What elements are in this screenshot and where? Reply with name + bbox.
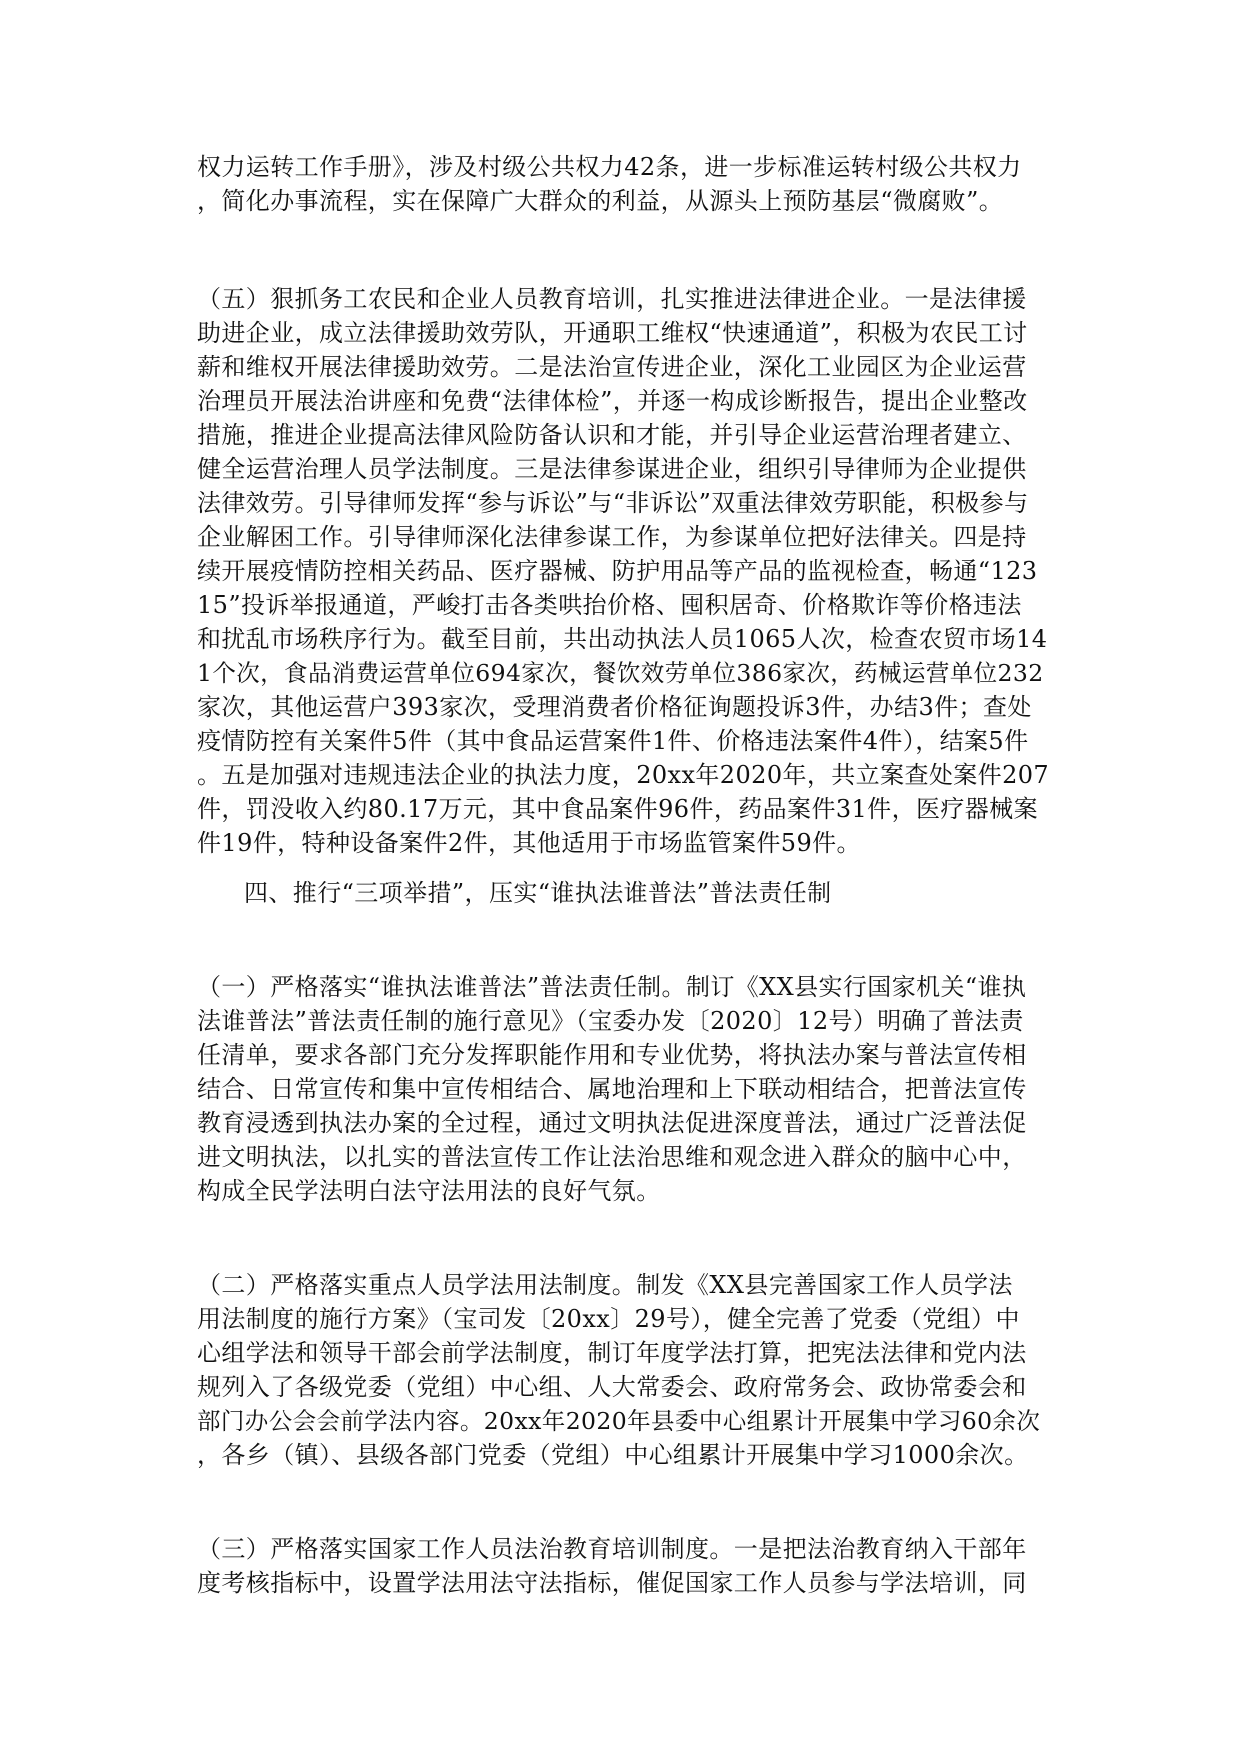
paragraph-line: 进文明执法，以扎实的普法宣传工作让法治思维和观念进入群众的脑中心中， (197, 1143, 1027, 1171)
paragraph-line: 。五是加强对违规违法企业的执法力度，20xx年2020年，共立案查处案件207 (197, 761, 1050, 789)
paragraph-line: 心组学法和领导干部会前学法制度，制订年度学法打算，把宪法法律和党内法 (197, 1339, 1027, 1367)
paragraph-line: 家次，其他运营户393家次，受理消费者价格征询题投诉3件，办结3件；查处 (197, 693, 1032, 721)
paragraph-line: ，各乡（镇）、县级各部门党委（党组）中心组累计开展集中学习1000余次。 (197, 1441, 1029, 1469)
paragraph-line: 企业解困工作。引导律师深化法律参谋工作，为参谋单位把好法律关。四是持 (197, 523, 1027, 551)
paragraph-line: 任清单，要求各部门充分发挥职能作用和专业优势，将执法办案与普法宣传相 (197, 1041, 1027, 1069)
paragraph-line: 法谁普法”普法责任制的施行意见》（宝委办发〔2020〕12号）明确了普法责 (197, 1007, 1024, 1035)
paragraph-line: 结合、日常宣传和集中宣传相结合、属地治理和上下联动相结合，把普法宣传 (197, 1075, 1027, 1103)
paragraph-line: （一）严格落实“谁执法谁普法”普法责任制。制订《XX县实行国家机关“谁执 (197, 973, 1027, 1001)
paragraph-line: 15”投诉举报通道，严峻打击各类哄抬价格、囤积居奇、价格欺诈等价格违法 (197, 591, 1022, 619)
paragraph-line: 权力运转工作手册》，涉及村级公共权力42条，进一步标准运转村级公共权力 (197, 153, 1022, 181)
paragraph-line: 助进企业，成立法律援助效劳队，开通职工维权“快速通道”，积极为农民工讨 (197, 319, 1028, 347)
paragraph-line: 疫情防控有关案件5件（其中食品运营案件1件、价格违法案件4件），结案5件 (197, 727, 1029, 755)
paragraph-line: 教育浸透到执法办案的全过程，通过文明执法促进深度普法，通过广泛普法促 (197, 1109, 1027, 1137)
paragraph-line: 部门办公会会前学法内容。20xx年2020年县委中心组累计开展集中学习60余次 (197, 1407, 1041, 1435)
paragraph-line: 用法制度的施行方案》（宝司发〔20xx〕29号），健全完善了党委（党组）中 (197, 1305, 1020, 1333)
paragraph-line: 规列入了各级党委（党组）中心组、人大常委会、政府常务会、政协常委会和 (197, 1373, 1027, 1401)
paragraph-line: 件19件，特种设备案件2件，其他适用于市场监管案件59件。 (197, 829, 861, 857)
paragraph-line: （三）严格落实国家工作人员法治教育培训制度。一是把法治教育纳入干部年 (197, 1535, 1027, 1563)
paragraph-line: 法律效劳。引导律师发挥“参与诉讼”与“非诉讼”双重法律效劳职能，积极参与 (197, 489, 1029, 517)
paragraph-line: 薪和维权开展法律援助效劳。二是法治宣传进企业，深化工业园区为企业运营 (197, 353, 1027, 381)
paragraph-line: 件，罚没收入约80.17万元，其中食品案件96件，药品案件31件，医疗器械案 (197, 795, 1038, 823)
paragraph-line: ，简化办事流程，实在保障广大群众的利益，从源头上预防基层“微腐败”。 (197, 187, 1004, 215)
paragraph-line: 措施，推进企业提高法律风险防备认识和才能，并引导企业运营治理者建立、 (197, 421, 1027, 449)
paragraph-line: （二）严格落实重点人员学法用法制度。制发《XX县完善国家工作人员学法 (197, 1271, 1013, 1299)
paragraph-line: 续开展疫情防控相关药品、医疗器械、防护用品等产品的监视检查，畅通“123 (197, 557, 1038, 585)
paragraph-line: 和扰乱市场秩序行为。截至目前，共出动执法人员1065人次，检查农贸市场14 (197, 625, 1048, 653)
paragraph-line: 构成全民学法明白法守法用法的良好气氛。 (197, 1177, 661, 1205)
paragraph-line: 健全运营治理人员学法制度。三是法律参谋进企业，组织引导律师为企业提供 (197, 455, 1027, 483)
section-heading: 四、推行“三项举措”，压实“谁执法谁普法”普法责任制 (244, 879, 832, 907)
paragraph-line: （五）狠抓务工农民和企业人员教育培训，扎实推进法律进企业。一是法律援 (197, 285, 1027, 313)
paragraph-line: 1个次，食品消费运营单位694家次，餐饮效劳单位386家次，药械运营单位232 (197, 659, 1044, 687)
paragraph-line: 度考核指标中，设置学法用法守法指标，催促国家工作人员参与学法培训，同 (197, 1569, 1027, 1597)
paragraph-line: 治理员开展法治讲座和免费“法律体检”，并逐一构成诊断报告，提出企业整改 (197, 387, 1028, 415)
